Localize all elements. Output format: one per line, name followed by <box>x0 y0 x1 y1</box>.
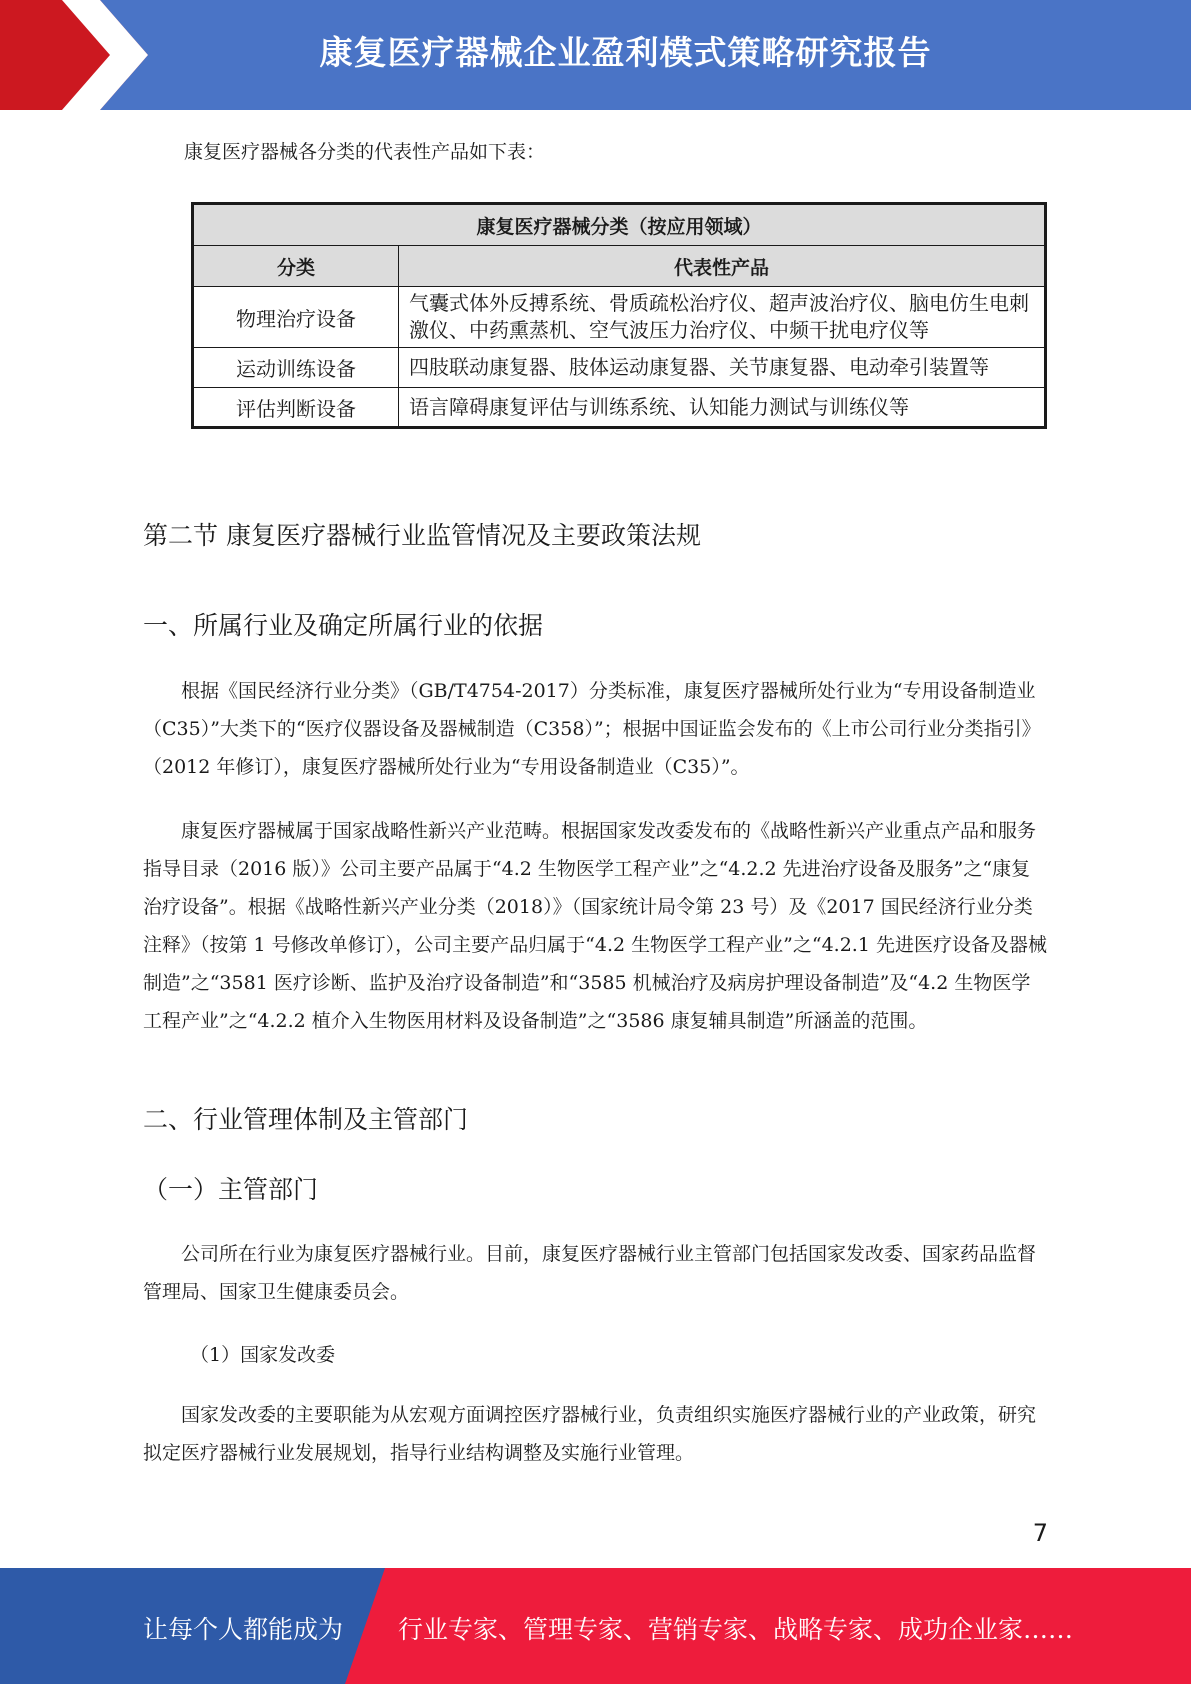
paragraph: 国家发改委的主要职能为从宏观方面调控医疗器械行业，负责组织实施医疗器械行业的产业政策，研究拟定医疗器械行业发展规划，指导行业结构调整及实施行业管理。 <box>143 1404 1037 1464</box>
table-cell-category: 运动训练设备 <box>193 348 399 388</box>
table-header-products: 代表性产品 <box>399 246 1046 287</box>
paragraph: 根据《国民经济行业分类》（GB/T4754-2017）分类标准，康复医疗器械所处行业为“专用设备制造业（C35）”大类下的“医疗仪器设备及器械制造（C358）”；根据中国证监会发布的《上市公司行业分类指引》（2012 年修订），康复医疗器械所处行业为“专用设备制造业（C35）”。 <box>143 680 1041 778</box>
table-row <box>193 348 1046 388</box>
table-cell-category: 物理治疗设备 <box>193 287 399 348</box>
heading-industry: 一、所属行业及确定所属行业的依据 <box>143 611 544 640</box>
table-cell-products: 气囊式体外反搏系统、骨质疏松治疗仪、超声波治疗仪、脑电仿生电刺激仪、中药熏蒸机、空气波压力治疗仪、中频干扰电疗仪等 <box>399 287 1046 348</box>
footer-slogan-left: 让每个人都能成为 <box>143 1615 344 1644</box>
page-number: 7 <box>1032 1519 1048 1547</box>
table-row <box>193 388 1046 428</box>
report-title: 康复医疗器械企业盈利模式策略研究报告 <box>319 33 932 72</box>
paragraph: 康复医疗器械属于国家战略性新兴产业范畴。根据国家发改委发布的《战略性新兴产业重点产品和服务指导目录（2016 版）》公司主要产品属于“4.2 生物医学工程产业”之“4.2.2 先进治疗设备及服务”之“康复治疗设备”。根据《战略性新兴产业分类（2018）》（国家统计局令第 23 号）及《2017 国民经济行业分类注释》（按第 1 号修改单修订），公司主要产品归属于“4.2 生物医学工程产业”之“4.2.1 先进医疗设备及器械制造”之“3581 医疗诊断、监护及治疗设备制造”和“3585 机械治疗及病房护理设备制造”及“4.2 生物医学工程产业”之“4.2.2 植介入生物医用材料及设备制造”之“3586 康复辅具制造”所涵盖的范围。 <box>143 820 1047 1032</box>
heading-management: 二、行业管理体制及主管部门 <box>143 1105 469 1134</box>
intro-text: 康复医疗器械各分类的代表性产品如下表： <box>184 141 546 163</box>
table-header-category: 分类 <box>193 246 399 287</box>
page-header <box>0 0 1191 110</box>
section-title: 第二节 康复医疗器械行业监管情况及主要政策法规 <box>143 521 701 550</box>
table-cell-products: 语言障碍康复评估与训练系统、认知能力测试与训练仪等 <box>399 388 1046 428</box>
paragraph: 公司所在行业为康复医疗器械行业。目前，康复医疗器械行业主管部门包括国家发改委、国家药品监督管理局、国家卫生健康委员会。 <box>143 1243 1037 1303</box>
subheading-department: （一）主管部门 <box>143 1175 319 1204</box>
table-cell-category: 评估判断设备 <box>193 388 399 428</box>
table-caption: 康复医疗器械分类（按应用领域） <box>193 204 1046 246</box>
footer-slogan-right: 行业专家、管理专家、营销专家、战略专家、成功企业家…… <box>398 1615 1074 1644</box>
table-row <box>193 287 1046 348</box>
header-arrow-icon <box>0 0 160 110</box>
table-cell-products: 四肢联动康复器、肢体运动康复器、关节康复器、电动牵引装置等 <box>399 348 1046 388</box>
classification-table <box>191 202 1047 429</box>
list-item: （1）国家发改委 <box>190 1344 336 1366</box>
